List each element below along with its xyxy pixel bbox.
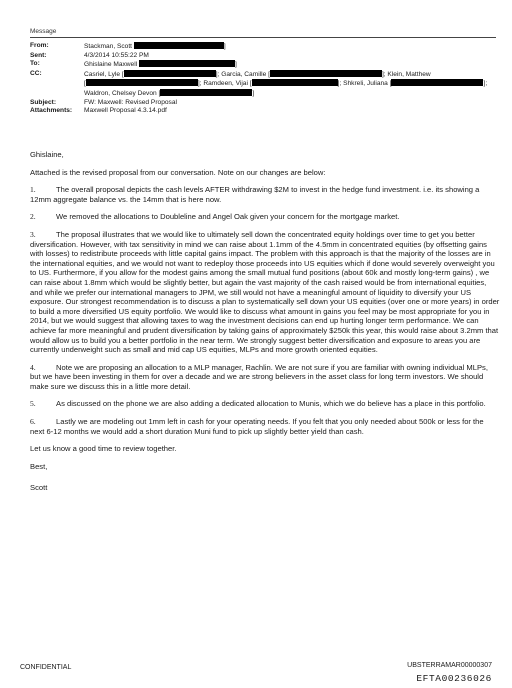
cc-recipient: ]	[252, 89, 255, 97]
subject-row	[30, 99, 500, 108]
cc-row-3	[30, 89, 500, 99]
redaction-box	[86, 79, 198, 86]
cc-row-2	[30, 79, 500, 89]
cc-label: CC:	[30, 69, 42, 77]
item-text: The overall proposal depicts the cash levels AFTER withdrawing $2M to invest in the hedge fund investment. i.e. its showing a 12mm aggregate balance vs. the 14mm that is here now.	[30, 185, 480, 204]
bates-number: UBSTERRAMAR00000307	[407, 662, 492, 669]
from-row	[30, 42, 500, 52]
list-item	[30, 363, 500, 392]
list-item	[30, 185, 500, 204]
redaction-box	[124, 70, 216, 77]
redaction-box	[139, 60, 235, 67]
cc-recipient: ]; Shkreli, Juliana [	[337, 80, 392, 88]
item-number: 5.	[30, 399, 36, 409]
confidential-label: CONFIDENTIAL	[20, 664, 72, 671]
from-label: From:	[30, 42, 49, 49]
item-number: 1.	[30, 185, 36, 195]
to-tail: ]	[234, 61, 237, 69]
closing-line: Let us know a good time to review together.	[30, 444, 177, 454]
signature: Scott	[30, 483, 48, 493]
sent-value: 4/3/2014 10:55:22 PM	[84, 51, 149, 59]
redaction-box	[270, 70, 382, 77]
redaction-box	[134, 42, 224, 49]
from-tail: ]	[223, 43, 226, 50]
attachments-label: Attachments:	[30, 107, 73, 115]
item-number: 6.	[30, 417, 36, 427]
cc-recipient: ]; Garcia, Camille [	[215, 70, 270, 78]
subject-value: FW: Maxwell: Revised Proposal	[84, 98, 177, 106]
list-item	[30, 230, 500, 355]
item-number: 3.	[30, 229, 36, 239]
from-value: Stackman, Scott	[84, 43, 133, 50]
item-number: 2.	[30, 212, 36, 222]
subject-label: Subject:	[30, 98, 57, 106]
email-header	[30, 42, 500, 116]
item-text: Lastly we are modeling out 1mm left in cash for your operating needs. If you felt that you only needed about 500k or less for the next 6-12 months we would add a short duration Muni fund to pick up slightly better yield than cash.	[30, 417, 484, 436]
to-label: To:	[30, 60, 40, 68]
redaction-box	[160, 89, 255, 97]
redaction-box	[252, 79, 338, 86]
item-text: Note we are proposing an allocation to a MLP manager, Rachlin. We are not sure if you are familiar with owning individual MLPs, but we have been investing in them for over a decade and we are strong believers in the asset class for long term investors. We should make sure we discuss this in a little more detail.	[30, 362, 488, 391]
email-body	[30, 150, 500, 501]
cc-recipient: Casriel, Lyle [	[84, 70, 124, 78]
cc-recipient: ]; Klein, Matthew	[381, 70, 431, 78]
list-item	[30, 212, 500, 222]
list-item	[30, 399, 500, 409]
item-number: 4.	[30, 362, 36, 372]
cc-recipient: ]; Ramdeen, Vijai [	[197, 80, 252, 88]
header-divider	[30, 37, 496, 38]
attachments-row	[30, 107, 500, 116]
signoff: Best,	[30, 461, 48, 471]
message-label: Message	[30, 28, 57, 35]
sent-row	[30, 52, 500, 61]
sent-label: Sent:	[30, 51, 47, 59]
item-text: We removed the allocations to Doubleline and Angel Oak given your concern for the mortgage market.	[56, 212, 400, 222]
item-text: The proposal illustrates that we would like to ultimately sell down the concentrated equity holdings over time to get you better diversification. However, with tax sensitivity in mind we can raise about 1.1mm of the 4.5mm in concentrated equities (by offsetting gains with losses) to redistribute proceeds with little capital gains impact. The problem with this approach is that the majority of the losses are in the international equities, and we would not want to redeploy those proceeds into US equities which if done would severely overweight you to US. Furthermore, if you allow for the modest gains among the small mutual fund positions (about 60k and mostly long-term gains) , we can raise about 1.8mm which would be slightly better, but again the vast majority of the cash raised would be from international equities, and while we prefer our international managers to JPM, we still would not have a meaningful amount of liquidity to diversify your US exposure. Our strongest recommendation is to discuss a plan to systematically sell down your US equities (over one or more years) in order to build a more diversified US equity portfolio. We would like to discuss what amount in gains you feel may be most appropriate for you in 2014, but we would suggest that allowing taxes to wag the investment decisions can end up hurting longer term performance. We can achieve far more meaningful and prudent diversification by taking gains of approximately $250k this year, this would raise about 3.2mm that would allow us to build you a better portfolio in the near term. We strongly suggest better diversification and exposure to areas you are currently underweight such as small and mid cap US equities, MLPs and more growth oriented equities.	[30, 229, 500, 355]
intro-paragraph: Attached is the revised proposal from our conversation. Note on our changes are below:	[30, 167, 326, 177]
efta-number: EFTA00236026	[416, 673, 492, 684]
cc-recipient: Waldron, Chelsey Devon [	[84, 89, 161, 97]
greeting: Ghislaine,	[30, 150, 64, 159]
cc-row	[30, 70, 500, 80]
to-row	[30, 60, 500, 70]
redaction-box	[391, 79, 483, 86]
list-item	[30, 417, 500, 436]
cc-recipient: ];	[483, 80, 488, 88]
attachment-link[interactable]: Maxwell Proposal 4.3.14.pdf	[84, 107, 167, 115]
item-text: As discussed on the phone we are also adding a dedicated allocation to Munis, which we do believe has a place in this portfolio.	[56, 399, 486, 409]
to-value: Ghislaine Maxwell	[84, 61, 138, 69]
